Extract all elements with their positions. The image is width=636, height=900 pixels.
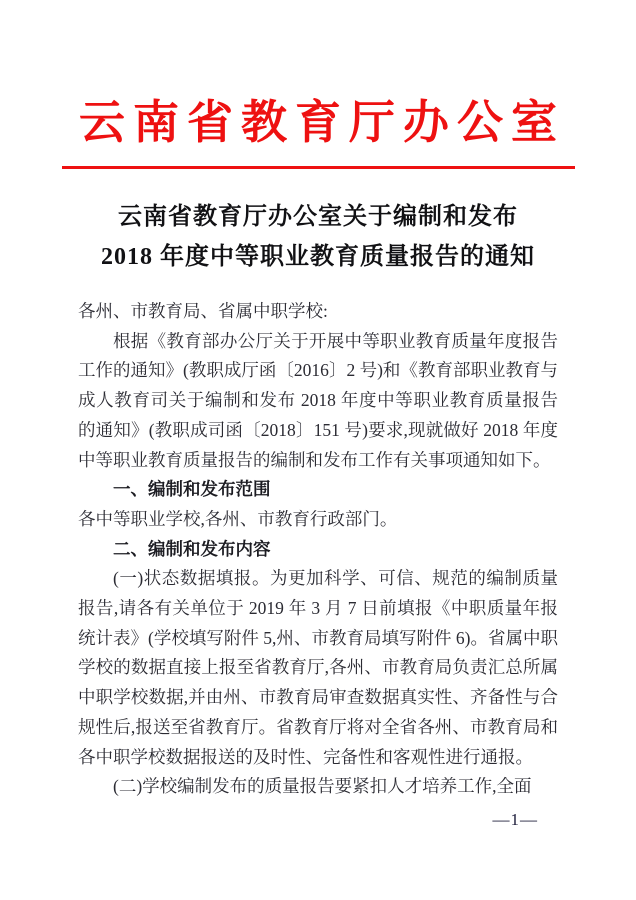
section-1-heading: 一、编制和发布范围 (113, 479, 271, 500)
page-number: —1— (492, 810, 538, 829)
intro-paragraph: 根据《教育部办公厅关于开展中等职业教育质量年度报告工作的通知》(教职成厅函〔2016〕2 号)和《教育部职业教育与成人教育司关于编制和发布 2018 年度中等职业教育质量报告的通知》(教职成司函〔2018〕151 号)要求,现就做好 2018 年度中等职业教育质量报告的编制和发布工作有关事项通知如下。 (78, 330, 558, 470)
red-divider-line (62, 166, 575, 169)
document-title-line-2: 2018 年度中等职业教育质量报告的通知 (101, 244, 535, 270)
masthead-title: 云南省教育厅办公室 (79, 97, 565, 148)
document-body (78, 297, 558, 802)
section-2-item-2: (二)学校编制发布的质量报告要紧扣人才培养工作,全面 (113, 776, 532, 797)
section-2-item-1: (一)状态数据填报。为更加科学、可信、规范的编制质量报告,请各有关单位于 2019 年 3 月 7 日前填报《中职质量年报统计表》(学校填写附件 5,州、市教育局填写附件 6)。省属中职学校的数据直接上报至省教育厅,各州、市教育局负责汇总所属中职学校数据,并由州、市教育局审查数据真实性、齐备性与合规性后,报送至省教育厅。省教育厅将对全省各州、市教育局和各中职学校数据报送的及时性、完备性和客观性进行通报。 (78, 568, 558, 767)
salutation-line: 各州、市教育局、省属中职学校: (78, 301, 328, 321)
section-2-heading: 二、编制和发布内容 (113, 538, 271, 559)
section-1-paragraph: 各中等职业学校,各州、市教育行政部门。 (78, 508, 398, 529)
document-title (0, 197, 636, 277)
document-title-line-1: 云南省教育厅办公室关于编制和发布 (118, 204, 518, 230)
